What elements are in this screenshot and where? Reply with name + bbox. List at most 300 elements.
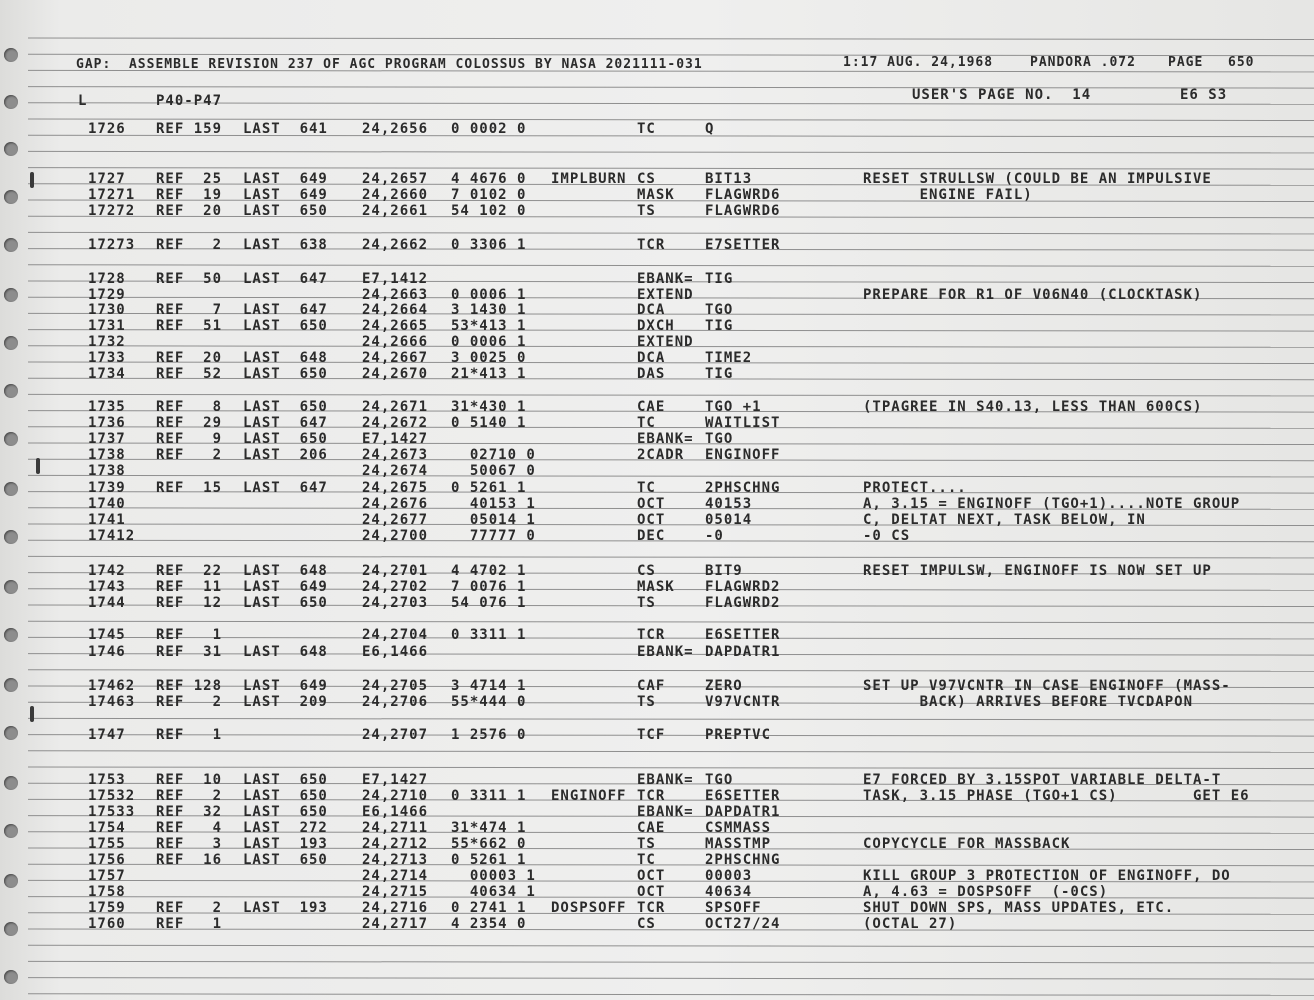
opcode: TCR — [637, 627, 666, 643]
opcode: DXCH — [637, 318, 675, 334]
memory-address: 24,2712 — [362, 836, 429, 852]
operand: TGO — [705, 302, 734, 318]
memory-address: 24,2656 — [362, 121, 429, 137]
opcode: OCT — [637, 884, 666, 900]
line-number: 1744 — [88, 595, 126, 611]
memory-address: 24,2674 — [362, 463, 429, 479]
octal-code: 4 4702 1 — [451, 563, 527, 579]
line-number: 1745 — [88, 627, 126, 643]
ref-count: REF 9 — [156, 431, 223, 447]
line-number: 17271 — [88, 187, 136, 203]
memory-address: 24,2700 — [362, 528, 429, 544]
punch-hole — [4, 336, 18, 350]
octal-code: 0 5261 1 — [451, 480, 527, 496]
line-number: 1731 — [88, 318, 126, 334]
operand: 05014 — [705, 512, 753, 528]
operand: PREPTVC — [705, 727, 772, 743]
punch-hole — [4, 95, 18, 109]
opcode: TC — [637, 415, 656, 431]
ref-count: REF 32 — [156, 804, 223, 820]
line-number: 1757 — [88, 868, 126, 884]
line-number: 1735 — [88, 399, 126, 415]
octal-code: 0 3311 1 — [451, 627, 527, 643]
octal-code: 7 0076 1 — [451, 579, 527, 595]
memory-address: 24,2657 — [362, 171, 429, 187]
comment: KILL GROUP 3 PROTECTION OF ENGINOFF, DO — [863, 868, 1231, 884]
memory-address: 24,2716 — [362, 900, 429, 916]
octal-code: 54 076 1 — [451, 595, 527, 611]
ref-count: REF 31 — [156, 644, 223, 660]
ruled-line — [28, 151, 1314, 153]
line-number: 1742 — [88, 563, 126, 579]
octal-code: 1 2576 0 — [451, 727, 527, 743]
octal-code: 31*430 1 — [451, 399, 527, 415]
operand: E6SETTER — [705, 788, 781, 804]
last-page: LAST 193 — [243, 836, 328, 852]
octal-code: 7 0102 0 — [451, 187, 527, 203]
operand: TIG — [705, 366, 734, 382]
operand: TGO — [705, 431, 734, 447]
last-page: LAST 641 — [243, 121, 328, 137]
bank-info: E6 S3 — [1180, 87, 1228, 103]
margin-mark — [36, 458, 40, 474]
operand: TIME2 — [705, 350, 753, 366]
opcode: TS — [637, 836, 656, 852]
last-page: LAST 647 — [243, 480, 328, 496]
line-number: 1759 — [88, 900, 126, 916]
last-page: LAST 647 — [243, 302, 328, 318]
ruled-line — [28, 767, 1314, 769]
memory-address: 24,2713 — [362, 852, 429, 868]
opcode: TCR — [637, 788, 666, 804]
last-page: LAST 650 — [243, 431, 328, 447]
memory-address: 24,2666 — [362, 334, 429, 350]
memory-address: 24,2676 — [362, 496, 429, 512]
octal-code: 31*474 1 — [451, 820, 527, 836]
last-page: LAST 206 — [243, 447, 328, 463]
last-page: LAST 193 — [243, 900, 328, 916]
operand: 40153 — [705, 496, 753, 512]
punch-hole — [4, 48, 18, 62]
line-number: 17462 — [88, 678, 136, 694]
opcode: TCR — [637, 900, 666, 916]
ref-count: REF 16 — [156, 852, 223, 868]
opcode: EBANK= — [637, 431, 694, 447]
ref-count: REF 19 — [156, 187, 223, 203]
line-number: 1758 — [88, 884, 126, 900]
margin-mark — [30, 706, 34, 722]
opcode: DCA — [637, 302, 666, 318]
line-number: 1726 — [88, 121, 126, 137]
comment: SHUT DOWN SPS, MASS UPDATES, ETC. — [863, 900, 1175, 916]
operand: V97VCNTR — [705, 694, 781, 710]
comment: BACK) ARRIVES BEFORE TVCDAPON — [863, 694, 1194, 710]
line-number: 17272 — [88, 203, 136, 219]
last-page: LAST 650 — [243, 203, 328, 219]
memory-address: 24,2714 — [362, 868, 429, 884]
operand: 2PHSCHNG — [705, 480, 781, 496]
ref-count: REF 22 — [156, 563, 223, 579]
operand: E7SETTER — [705, 237, 781, 253]
comment: C, DELTAT NEXT, TASK BELOW, IN — [863, 512, 1146, 528]
user-page-number: USER'S PAGE NO. 14 — [912, 87, 1092, 103]
octal-code: 40153 1 — [451, 496, 536, 512]
comment: PREPARE FOR R1 OF V06N40 (CLOCKTASK) — [863, 287, 1203, 303]
listing-code: L — [78, 93, 88, 109]
opcode: TCR — [637, 237, 666, 253]
last-page: LAST 650 — [243, 366, 328, 382]
ruled-line — [28, 945, 1314, 947]
last-page: LAST 638 — [243, 237, 328, 253]
line-number: 1753 — [88, 772, 126, 788]
opcode: TC — [637, 121, 656, 137]
operand: DAPDATR1 — [705, 804, 781, 820]
line-number: 1730 — [88, 302, 126, 318]
line-number: 1740 — [88, 496, 126, 512]
operand: DAPDATR1 — [705, 644, 781, 660]
memory-address: 24,2672 — [362, 415, 429, 431]
line-number: 1755 — [88, 836, 126, 852]
punch-hole — [4, 678, 18, 692]
page-number: 650 — [1228, 55, 1255, 70]
operand: TGO — [705, 772, 734, 788]
comment: ENGINE FAIL) — [863, 187, 1033, 203]
punch-hole — [4, 142, 18, 156]
opcode: EXTEND — [637, 334, 694, 350]
ruled-line — [28, 961, 1314, 963]
ref-count: REF 4 — [156, 820, 223, 836]
octal-code: 55*444 0 — [451, 694, 527, 710]
section-name: P40-P47 — [156, 93, 223, 109]
operand: 40634 — [705, 884, 753, 900]
comment: TASK, 3.15 PHASE (TGO+1 CS) GET E6 — [863, 788, 1250, 804]
punch-hole — [4, 776, 18, 790]
octal-code: 3 0025 0 — [451, 350, 527, 366]
assembly-title: GAP: ASSEMBLE REVISION 237 OF AGC PROGRAM COLOSSUS BY NASA 2021111-031 — [76, 57, 703, 72]
opcode: OCT — [637, 512, 666, 528]
memory-address: 24,2675 — [362, 480, 429, 496]
comment: COPYCYCLE FOR MASSBACK — [863, 836, 1071, 852]
ruled-line — [28, 394, 1314, 396]
ref-count: REF 2 — [156, 447, 223, 463]
punch-hole — [4, 580, 18, 594]
comment: (TPAGREE IN S40.13, LESS THAN 600CS) — [863, 399, 1203, 415]
last-page: LAST 650 — [243, 772, 328, 788]
memory-address: 24,2706 — [362, 694, 429, 710]
line-number: 1738 — [88, 447, 126, 463]
memory-address: E7,1427 — [362, 772, 429, 788]
operand: SPSOFF — [705, 900, 762, 916]
comment: (OCTAL 27) — [863, 916, 958, 932]
punch-hole — [4, 874, 18, 888]
line-number: 1727 — [88, 171, 126, 187]
last-page: LAST 650 — [243, 788, 328, 804]
comment: SET UP V97VCNTR IN CASE ENGINOFF (MASS- — [863, 678, 1231, 694]
operand: E6SETTER — [705, 627, 781, 643]
line-number: 1739 — [88, 480, 126, 496]
octal-code: 54 102 0 — [451, 203, 527, 219]
line-number: 1732 — [88, 334, 126, 350]
opcode: CAF — [637, 678, 666, 694]
memory-address: 24,2661 — [362, 203, 429, 219]
ruled-line — [28, 556, 1314, 558]
last-page: LAST 647 — [243, 271, 328, 287]
opcode: MASK — [637, 187, 675, 203]
opcode: OCT — [637, 496, 666, 512]
octal-code: 0 3306 1 — [451, 237, 527, 253]
line-number: 1733 — [88, 350, 126, 366]
octal-code: 53*413 1 — [451, 318, 527, 334]
octal-code: 4 2354 0 — [451, 916, 527, 932]
ref-count: REF 3 — [156, 836, 223, 852]
operand: TGO +1 — [705, 399, 762, 415]
memory-address: 24,2671 — [362, 399, 429, 415]
punch-hole — [4, 726, 18, 740]
line-number: 1756 — [88, 852, 126, 868]
opcode: EBANK= — [637, 644, 694, 660]
ruled-line — [28, 718, 1314, 720]
memory-address: E7,1412 — [362, 271, 429, 287]
octal-code: 40634 1 — [451, 884, 536, 900]
memory-address: 24,2660 — [362, 187, 429, 203]
ruled-line — [28, 751, 1314, 753]
memory-address: 24,2670 — [362, 366, 429, 382]
line-number: 1738 — [88, 463, 126, 479]
memory-address: 24,2707 — [362, 727, 429, 743]
octal-code: 3 1430 1 — [451, 302, 527, 318]
opcode: CAE — [637, 399, 666, 415]
ruled-line — [28, 621, 1314, 623]
ref-count: REF 2 — [156, 694, 223, 710]
opcode: TC — [637, 852, 656, 868]
punch-hole — [4, 922, 18, 936]
last-page: LAST 649 — [243, 187, 328, 203]
opcode: TS — [637, 595, 656, 611]
opcode: MASK — [637, 579, 675, 595]
memory-address: 24,2703 — [362, 595, 429, 611]
opcode: 2CADR — [637, 447, 685, 463]
memory-address: 24,2702 — [362, 579, 429, 595]
symbol-label: ENGINOFF — [551, 788, 627, 804]
operand: TIG — [705, 271, 734, 287]
ruled-line — [28, 475, 1314, 477]
page-label: PAGE — [1168, 55, 1204, 70]
operand: FLAGWRD2 — [705, 595, 781, 611]
operand: FLAGWRD6 — [705, 203, 781, 219]
symbol-label: DOSPSOFF — [551, 900, 627, 916]
comment: A, 4.63 = DOSPSOFF (-0CS) — [863, 884, 1109, 900]
operand: ENGINOFF — [705, 447, 781, 463]
operand: 2PHSCHNG — [705, 852, 781, 868]
line-number: 17532 — [88, 788, 136, 804]
memory-address: 24,2673 — [362, 447, 429, 463]
memory-address: 24,2705 — [362, 678, 429, 694]
line-number: 1728 — [88, 271, 126, 287]
operand: FLAGWRD6 — [705, 187, 781, 203]
line-number: 17273 — [88, 237, 136, 253]
assembly-timestamp: 1:17 AUG. 24,1968 — [843, 55, 994, 70]
ref-count: REF 7 — [156, 302, 223, 318]
opcode: TC — [637, 480, 656, 496]
octal-code: 0 0002 0 — [451, 121, 527, 137]
octal-code: 05014 1 — [451, 512, 536, 528]
memory-address: 24,2667 — [362, 350, 429, 366]
operand: Q — [705, 121, 715, 137]
memory-address: 24,2677 — [362, 512, 429, 528]
operand: BIT9 — [705, 563, 743, 579]
ref-count: REF 52 — [156, 366, 223, 382]
octal-code: 55*662 0 — [451, 836, 527, 852]
ref-count: REF 2 — [156, 237, 223, 253]
last-page: LAST 650 — [243, 399, 328, 415]
punch-hole — [4, 970, 18, 984]
memory-address: 24,2715 — [362, 884, 429, 900]
memory-address: 24,2717 — [362, 916, 429, 932]
octal-code: 21*413 1 — [451, 366, 527, 382]
comment: PROTECT.... — [863, 480, 967, 496]
last-page: LAST 649 — [243, 171, 328, 187]
line-number: 17412 — [88, 528, 136, 544]
memory-address: 24,2704 — [362, 627, 429, 643]
memory-address: 24,2710 — [362, 788, 429, 804]
comment: A, 3.15 = ENGINOFF (TGO+1)....NOTE GROUP — [863, 496, 1241, 512]
ruled-line — [28, 168, 1314, 170]
last-page: LAST 649 — [243, 678, 328, 694]
punch-hole — [4, 238, 18, 252]
octal-code: 0 5261 1 — [451, 852, 527, 868]
last-page: LAST 272 — [243, 820, 328, 836]
last-page: LAST 650 — [243, 318, 328, 334]
operand: OCT27/24 — [705, 916, 781, 932]
opcode: TS — [637, 203, 656, 219]
ref-count: REF 20 — [156, 203, 223, 219]
ref-count: REF 8 — [156, 399, 223, 415]
operand: -0 — [705, 528, 724, 544]
line-number: 1737 — [88, 431, 126, 447]
ruled-line — [28, 540, 1314, 542]
symbol-label: IMPLBURN — [551, 171, 627, 187]
memory-address: E6,1466 — [362, 644, 429, 660]
memory-address: 24,2663 — [362, 287, 429, 303]
memory-address: E7,1427 — [362, 431, 429, 447]
memory-address: E6,1466 — [362, 804, 429, 820]
comment: -0 CS — [863, 528, 911, 544]
ruled-line — [28, 265, 1314, 267]
opcode: TCF — [637, 727, 666, 743]
ruled-line — [28, 994, 1314, 996]
ruled-line — [28, 232, 1314, 234]
octal-code: 0 0006 1 — [451, 287, 527, 303]
punch-hole — [4, 288, 18, 302]
octal-code: 3 4714 1 — [451, 678, 527, 694]
operand: ZERO — [705, 678, 743, 694]
opcode: DAS — [637, 366, 666, 382]
comment: RESET STRULLSW (COULD BE AN IMPULSIVE — [863, 171, 1212, 187]
last-page: LAST 647 — [243, 415, 328, 431]
punch-hole — [4, 482, 18, 496]
ruled-line — [28, 978, 1314, 980]
comment: RESET IMPULSW, ENGINOFF IS NOW SET UP — [863, 563, 1212, 579]
line-number: 1760 — [88, 916, 126, 932]
system-version: PANDORA .072 — [1030, 55, 1136, 70]
last-page: LAST 209 — [243, 694, 328, 710]
opcode: DCA — [637, 350, 666, 366]
punch-hole — [4, 384, 18, 398]
ruled-line — [28, 38, 1314, 40]
last-page: LAST 650 — [243, 804, 328, 820]
ref-count: REF 29 — [156, 415, 223, 431]
ref-count: REF 1 — [156, 916, 223, 932]
last-page: LAST 648 — [243, 350, 328, 366]
ref-count: REF 51 — [156, 318, 223, 334]
opcode: EBANK= — [637, 271, 694, 287]
octal-code: 00003 1 — [451, 868, 536, 884]
ref-count: REF 12 — [156, 595, 223, 611]
punch-hole — [4, 824, 18, 838]
ref-count: REF 1 — [156, 627, 223, 643]
line-number: 1734 — [88, 366, 126, 382]
ref-count: REF 25 — [156, 171, 223, 187]
opcode: EXTEND — [637, 287, 694, 303]
operand: WAITLIST — [705, 415, 781, 431]
ref-count: REF 11 — [156, 579, 223, 595]
line-number: 1754 — [88, 820, 126, 836]
opcode: EBANK= — [637, 804, 694, 820]
opcode: DEC — [637, 528, 666, 544]
memory-address: 24,2711 — [362, 820, 429, 836]
ref-count: REF 2 — [156, 900, 223, 916]
opcode: CS — [637, 171, 656, 187]
opcode: OCT — [637, 868, 666, 884]
line-number: 1729 — [88, 287, 126, 303]
margin-mark — [30, 172, 34, 188]
last-page: LAST 648 — [243, 644, 328, 660]
operand: BIT13 — [705, 171, 753, 187]
ruled-line — [28, 670, 1314, 672]
ref-count: REF 15 — [156, 480, 223, 496]
last-page: LAST 650 — [243, 852, 328, 868]
punch-hole — [4, 432, 18, 446]
punch-hole — [4, 628, 18, 642]
octal-code: 0 5140 1 — [451, 415, 527, 431]
line-number: 1741 — [88, 512, 126, 528]
memory-address: 24,2664 — [362, 302, 429, 318]
operand: MASSTMP — [705, 836, 772, 852]
octal-code: 0 3311 1 — [451, 788, 527, 804]
last-page: LAST 649 — [243, 579, 328, 595]
octal-code: 50067 0 — [451, 463, 536, 479]
opcode: CS — [637, 916, 656, 932]
line-number: 1743 — [88, 579, 126, 595]
octal-code: 02710 0 — [451, 447, 536, 463]
octal-code: 0 2741 1 — [451, 900, 527, 916]
ref-count: REF 1 — [156, 727, 223, 743]
ref-count: REF 159 — [156, 121, 223, 137]
line-number: 1736 — [88, 415, 126, 431]
ruled-line — [28, 897, 1314, 899]
operand: CSMMASS — [705, 820, 772, 836]
opcode: CS — [637, 563, 656, 579]
octal-code: 0 0006 1 — [451, 334, 527, 350]
line-number: 17463 — [88, 694, 136, 710]
comment: E7 FORCED BY 3.15SPOT VARIABLE DELTA-T — [863, 772, 1222, 788]
ruled-line — [28, 87, 1314, 89]
ref-count: REF 10 — [156, 772, 223, 788]
operand: 00003 — [705, 868, 753, 884]
opcode: EBANK= — [637, 772, 694, 788]
opcode: CAE — [637, 820, 666, 836]
last-page: LAST 648 — [243, 563, 328, 579]
